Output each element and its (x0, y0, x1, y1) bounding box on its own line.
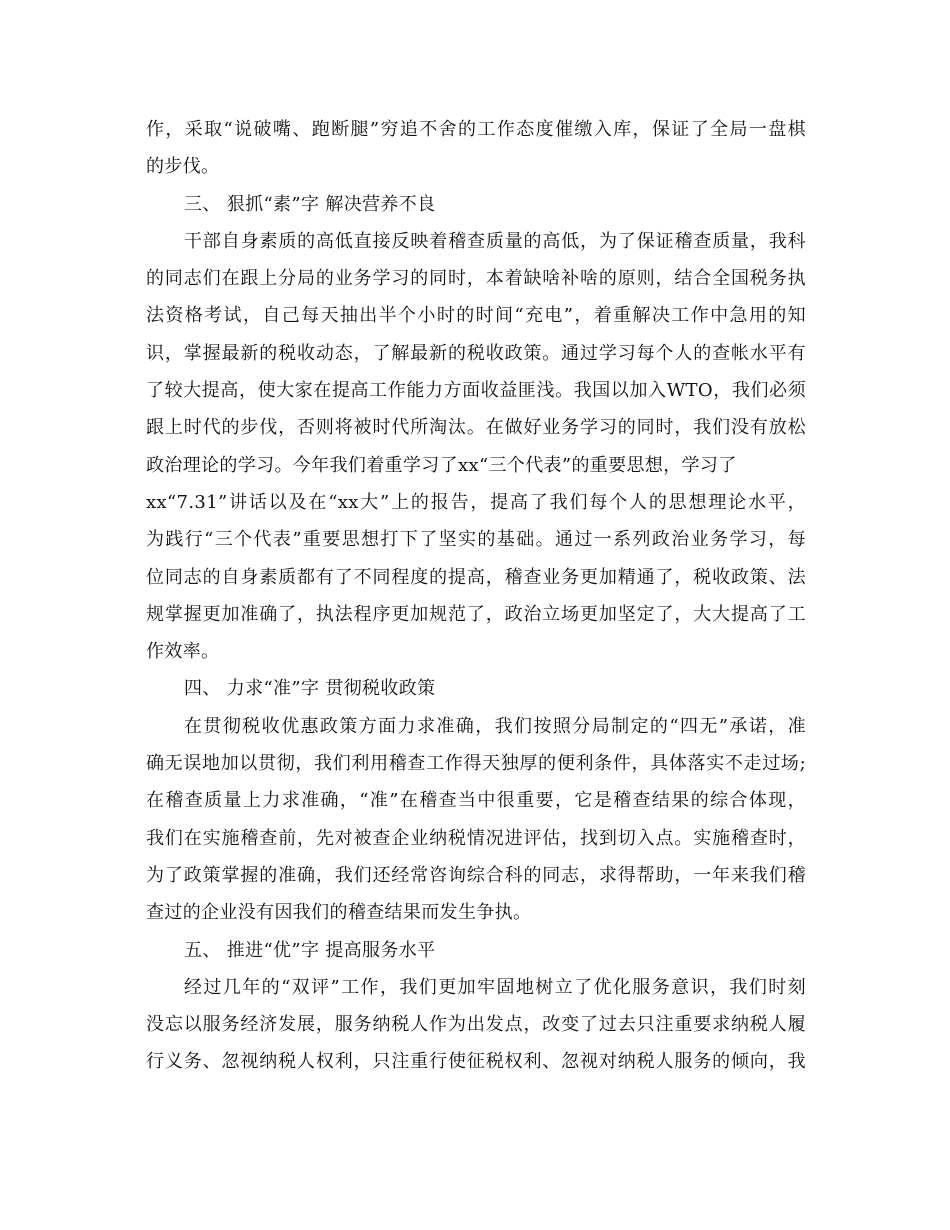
paragraph-line: 干部自身素质的高低直接反映着稽查质量的高低，为了保证稽查质量，我科 (184, 230, 806, 252)
section-heading-3: 三、 狠抓“素”字 解决营养不良 (184, 193, 436, 215)
paragraph-line: 经过几年的“双评”工作，我们更加牢固地树立了优化服务意识，我们时刻 (184, 976, 806, 998)
paragraph-line: xx“7.31”讲话以及在“xx大”上的报告，提高了我们每个人的思想理论水平， (146, 491, 806, 513)
paragraph-line: 在贯彻税收优惠政策方面力求准确，我们按照分局制定的“四无”承诺，准 (184, 715, 806, 737)
paragraph-line: 作效率。 (146, 641, 220, 663)
paragraph-line: 的同志们在跟上分局的业务学习的同时，本着缺啥补啥的原则，结合全国税务执 (146, 268, 806, 290)
paragraph-line: 法资格考试，自己每天抽出半个小时的时间“充电”，着重解决工作中急用的知 (146, 305, 806, 327)
paragraph-line: 识，掌握最新的税收动态，了解最新的税收政策。通过学习每个人的查帐水平有 (146, 342, 806, 364)
paragraph-line: 规掌握更加准确了，执法程序更加规范了，政治立场更加坚定了，大大提高了工 (146, 603, 806, 625)
section-heading-4: 四、 力求“准”字 贯彻税收政策 (184, 678, 436, 700)
paragraph-line: 跟上时代的步伐，否则将被时代所淘汰。在做好业务学习的同时，我们没有放松 (146, 417, 806, 439)
section-heading-5: 五、 推进“优”字 提高服务水平 (184, 939, 436, 961)
paragraph-line: 位同志的自身素质都有了不同程度的提高，稽查业务更加精通了，税收政策、法 (146, 566, 806, 588)
paragraph-line: 在稽查质量上力求准确，“准”在稽查当中很重要，它是稽查结果的综合体现， (146, 790, 806, 812)
paragraph-line: 行义务、忽视纳税人权利，只注重行使征税权利、忽视对纳税人服务的倾向，我 (146, 1051, 806, 1073)
paragraph-line: 没忘以服务经济发展，服务纳税人作为出发点，改变了过去只注重要求纳税人履 (146, 1014, 806, 1036)
paragraph-line: 作，采取“说破嘴、跑断腿”穷追不舍的工作态度催缴入库，保证了全局一盘棋 (146, 119, 806, 140)
paragraph-line: 确无误地加以贯彻，我们利用稽查工作得天独厚的便利条件，具体落实不走过场; (146, 753, 806, 775)
paragraph-line: 了较大提高，使大家在提高工作能力方面收益匪浅。我国以加入WTO，我们必须 (146, 380, 806, 402)
paragraph-line: 为了政策掌握的准确，我们还经常咨询综合科的同志，求得帮助，一年来我们稽 (146, 864, 806, 886)
paragraph-line: 的步伐。 (146, 156, 220, 178)
paragraph-line: 查过的企业没有因我们的稽查结果而发生争执。 (146, 902, 532, 924)
paragraph-line: 政治理论的学习。今年我们着重学习了xx“三个代表”的重要思想，学习了 (146, 454, 737, 476)
paragraph-line: 为践行“三个代表”重要思想打下了坚实的基础。通过一系列政治业务学习，每 (146, 529, 806, 551)
document-body (146, 111, 806, 1081)
paragraph-line: 我们在实施稽查前，先对被查企业纳税情况进评估，找到切入点。实施稽查时， (146, 827, 806, 849)
